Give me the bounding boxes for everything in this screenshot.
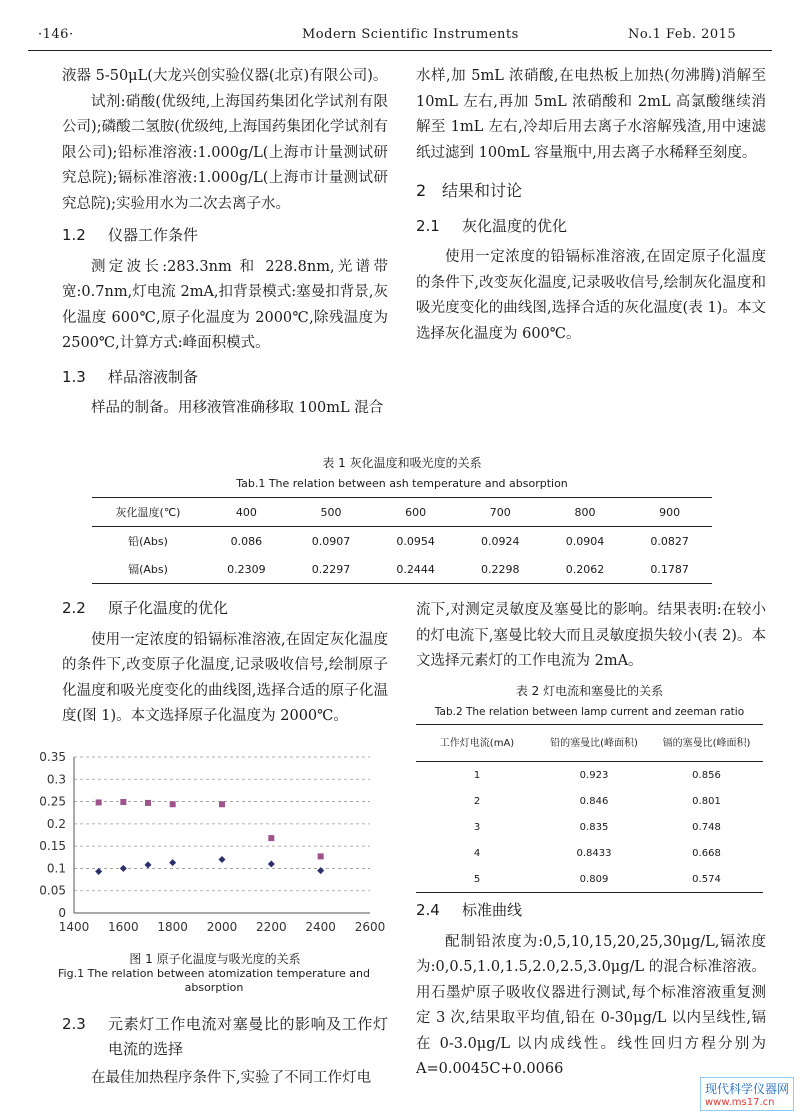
table-cell: 0.1787: [627, 555, 712, 584]
table-row: [416, 866, 763, 893]
left-column-bottom: [62, 596, 388, 730]
section-number: 2.1: [416, 216, 440, 235]
table-row: [92, 527, 712, 556]
x-tick-label: 2400: [305, 920, 336, 934]
table-cell: 4: [473, 847, 481, 859]
section-heading-1-3: [62, 365, 388, 391]
table-header-cell: 900: [627, 498, 712, 527]
table-cell: 0.923: [579, 769, 609, 781]
table1-caption-cn: 表 1 灰化温度和吸光度的关系: [322, 456, 482, 470]
y-tick-label: 0: [58, 906, 66, 920]
data-point-square: [170, 801, 176, 807]
table-header-cell: 灰化温度(℃): [92, 498, 204, 527]
section-title: 原子化温度的优化: [108, 599, 229, 617]
section-heading-2: [416, 178, 766, 204]
table-header-cell: 400: [204, 498, 289, 527]
y-tick-label: 0.3: [46, 772, 66, 787]
data-point-diamond: [169, 859, 176, 866]
table-cell: 0.2297: [289, 555, 374, 584]
paragraph: 测定波长:283.3nm 和 228.8nm,光谱带宽:0.7nm,灯电流 2mA,扣背景模式:塞曼扣背景,灰化温度 600℃,原子化温度为 2000℃,除残温度为 2500℃,计算方式:峰面积模式。: [62, 258, 388, 351]
table-cell: 0.809: [538, 866, 650, 893]
paragraph: 使用一定浓度的铅镉标准溶液,在固定原子化温度的条件下,改变灰化温度,记录吸收信号,绘制灰化温度和吸光度变化的曲线图,选择合适的灰化温度(表 1)。本文选择灰化温度为 600℃。: [416, 249, 766, 342]
table-row: [416, 762, 763, 789]
table-cell: 0.2298: [458, 555, 543, 584]
right-column-bottom: [416, 598, 766, 675]
data-point-diamond: [317, 867, 324, 874]
paragraph: 试剂:硝酸(优级纯,上海国药集团化学试剂有限公司);磷酸二氢胺(优级纯,上海国药集团化学试剂有限公司);铅标准溶液:1.000g/L(上海市计量测试研究总院);镉标准溶液:1.000g/L(上海市计量测试研究总院);实验用水为二次去离子水。: [62, 93, 388, 212]
x-tick-label: 2000: [206, 920, 238, 934]
issue-info: No.1 Feb. 2015: [628, 27, 737, 42]
table-cell: 0.835: [579, 821, 609, 833]
figure1-caption-cn: 图 1 原子化温度与吸光度的关系: [129, 952, 301, 966]
data-point-diamond: [219, 856, 226, 863]
table-cell: 0.2444: [373, 555, 458, 584]
section-number: 1.2: [62, 226, 86, 244]
table-cell: 0.0954: [373, 527, 458, 556]
paragraph: 水样,加 5mL 浓硝酸,在电热板上加热(勿沸腾)消解至 10mL 左右,再加 5mL 浓硝酸和 2mL 高氯酸继续消解至 1mL 左右,冷却后用去离子水溶解残渣,用中速滤纸过滤到 100mL 容量瓶中,用去离子水稀释至刻度。: [416, 68, 766, 161]
table1: [92, 497, 712, 584]
section-title: 标准曲线: [462, 901, 523, 919]
table-header-cell: 600: [373, 498, 458, 527]
data-point-diamond: [268, 860, 275, 867]
y-tick-label: 0.05: [39, 883, 66, 898]
section-title: 结果和讨论: [442, 181, 523, 200]
table-cell: 0.8433: [576, 847, 612, 859]
table-cell: 0.2062: [543, 555, 628, 584]
table-header-cell: 800: [543, 498, 628, 527]
table-cell: 铅(Abs): [92, 527, 204, 556]
figure1-caption-en-line1: Fig.1 The relation between atomization temperature and: [58, 967, 370, 980]
section-heading-1-2: [62, 223, 388, 249]
left-column-end: [62, 1012, 388, 1092]
table-cell: 0.574: [650, 866, 763, 893]
table-row: [416, 840, 763, 866]
table-cell: 3: [473, 821, 481, 833]
data-point-square: [219, 801, 225, 807]
table-cell: 0.2309: [204, 555, 289, 584]
right-column-end: [416, 898, 766, 1083]
table-cell: 1: [473, 769, 481, 781]
x-tick-label: 1800: [157, 920, 188, 934]
watermark-url: www.ms17.cn: [704, 1097, 775, 1108]
table2-caption-cn: 表 2 灯电流和塞曼比的关系: [515, 684, 664, 698]
table-row: [92, 555, 712, 584]
data-point-square: [318, 853, 324, 859]
paragraph: 使用一定浓度的铅镉标准溶液,在固定灰化温度的条件下,改变原子化温度,记录吸收信号,绘制原子化温度和吸光度变化的曲线图,选择合适的原子化温度(图 1)。本文选择原子化温度为 2000℃。: [62, 631, 388, 724]
y-tick-label: 0.1: [46, 861, 66, 876]
y-tick-label: 0.2: [46, 816, 66, 831]
section-number: 1.3: [62, 367, 86, 386]
figure1-chart: [28, 745, 388, 945]
table-cell: 0.0827: [627, 527, 712, 556]
section-heading-2-1: [416, 214, 766, 240]
journal-name: Modern Scientific Instruments: [302, 27, 519, 42]
paragraph: 流下,对测定灵敏度及塞曼比的影响。结果表明:在较小的灯电流下,塞曼比较大而且灵敏度损失较小(表 2)。本文选择元素灯的工作电流为 2mA。: [416, 602, 766, 669]
left-column-top: [62, 64, 388, 422]
paragraph: 液器 5-50μL(大龙兴创实验仪器(北京)有限公司)。: [62, 68, 388, 84]
section-title: 元素灯工作电流对塞曼比的影响及工作灯电流的选择: [108, 1015, 388, 1058]
section-title: 样品溶液制备: [108, 367, 199, 386]
x-tick-label: 2200: [256, 920, 287, 934]
table2-caption-en: Tab.2 The relation between lamp current and zeeman ratio: [434, 706, 745, 718]
watermark-name: 现代科学仪器网: [704, 1082, 789, 1096]
table-cell: 0.748: [692, 821, 721, 833]
section-number: 2.4: [416, 901, 440, 919]
table-header-row: [416, 725, 763, 762]
table2: [416, 724, 763, 893]
section-heading-2-4: [416, 898, 766, 924]
table-header-cell: 工作灯电流(mA): [416, 725, 538, 762]
x-tick-label: 1600: [108, 920, 139, 934]
x-tick-label: 2600: [354, 920, 386, 934]
table-cell: 0.846: [579, 795, 609, 807]
table-cell: 镉(Abs): [92, 555, 204, 584]
x-tick-label: 1400: [58, 920, 90, 934]
data-point-square: [120, 799, 126, 805]
figure1-caption-en: [36, 967, 392, 995]
watermark: [700, 1077, 794, 1111]
table-cell: 0.086: [204, 527, 289, 556]
table-cell: 0.856: [692, 769, 721, 781]
table-header-cell: 铅的塞曼比(峰面积): [538, 725, 650, 762]
table-cell: 0.0904: [543, 527, 628, 556]
data-point-square: [268, 835, 274, 841]
y-tick-label: 0.25: [39, 794, 66, 809]
table-cell: 5: [416, 866, 538, 893]
data-point-square: [145, 800, 151, 806]
table1-caption-en: Tab.1 The relation between ash temperature and absorption: [236, 477, 568, 490]
paragraph: 样品的制备。用移液管准确移取 100mL 混合: [91, 400, 384, 416]
page-number: ·146·: [38, 27, 74, 42]
section-number: 2: [416, 181, 427, 200]
table-cell: 2: [473, 795, 481, 807]
data-point-square: [96, 799, 102, 805]
header-rule: [28, 50, 772, 51]
y-tick-label: 0.35: [39, 750, 66, 764]
data-point-diamond: [120, 865, 127, 872]
table-header-cell: 镉的塞曼比(峰面积): [650, 725, 763, 762]
table-row: [416, 788, 763, 814]
paragraph: 在最佳加热程序条件下,实验了不同工作灯电: [91, 1070, 372, 1086]
data-point-diamond: [145, 861, 152, 868]
right-column-top: [416, 64, 766, 347]
figure1-caption-en-line2: absorption: [184, 981, 244, 994]
section-heading-2-2: [62, 596, 388, 622]
paragraph: 配制铅浓度为:0,5,10,15,20,25,30μg/L,镉浓度为:0,0.5,1.0,1.5,2.0,2.5,3.0μg/L 的混合标准溶液。用石墨炉原子吸收仪器进行测试,每个标准溶液重复测定 3 次,结果取平均值,铅在 0-30μg/L 以内呈线性,镉在 0-3.0μg/L 以内成线性。线性回归方程分别为 A=0.0045C+0.0066: [416, 933, 766, 1077]
table-row: [416, 814, 763, 840]
y-tick-label: 0.15: [39, 839, 66, 854]
table-header-cell: 700: [458, 498, 543, 527]
table-cell: 0.0907: [289, 527, 374, 556]
section-heading-2-3: [62, 1012, 388, 1062]
table-cell: 0.801: [692, 795, 721, 807]
section-number: 2.2: [62, 599, 86, 617]
section-title: 仪器工作条件: [108, 226, 199, 244]
table-header-cell: 500: [289, 498, 374, 527]
table-cell: 0.668: [692, 847, 721, 859]
table-header-row: [92, 498, 712, 527]
section-title: 灰化温度的优化: [462, 216, 568, 235]
table-cell: 0.0924: [458, 527, 543, 556]
section-number: 2.3: [62, 1015, 86, 1033]
data-point-diamond: [95, 868, 102, 875]
